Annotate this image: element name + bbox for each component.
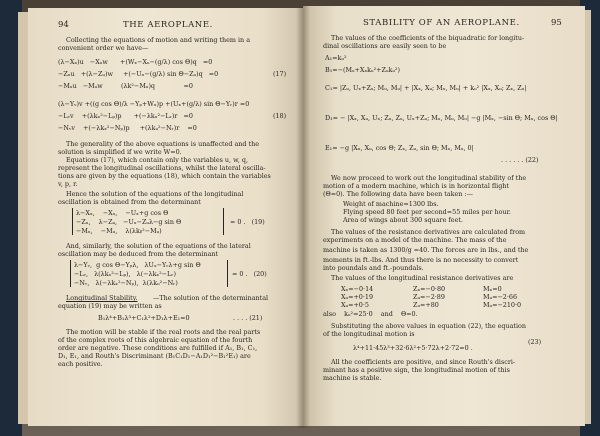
coeff-b1: B₁=−(Mᵤ+Xₓkᵤ²+Zᵤkᵤ²) bbox=[325, 66, 400, 74]
left-page bbox=[28, 8, 303, 426]
left-para4-line-1: —The solution of the determinantal bbox=[153, 294, 269, 302]
right-para2-line-3: machine is taken as 1300/g =40. The forces are in lbs., and the bbox=[323, 246, 529, 254]
right-para3-line-1: The values of the longitudinal resistance derivatives are bbox=[331, 274, 514, 282]
left-para1-line-5: tions are given by the equations (18), which contain the variables bbox=[58, 172, 271, 180]
right-para5-line-3: machine is stable. bbox=[323, 374, 382, 382]
left-running-head: THE AEROPLANE. bbox=[123, 20, 213, 30]
deriv-zw: Zᵤ=−2·89 bbox=[413, 293, 445, 301]
left-para1-line-6: v, p, r. bbox=[58, 180, 78, 188]
det20-row-2: −Lᵥ, λ(λkₓ²−Lₚ), λ(−λkₓ²−Lᵣ) bbox=[74, 270, 177, 278]
left-para1-line-2: solution is simplified if we write W=0. bbox=[58, 148, 182, 156]
right-para5-line-1: All the coefficients are positive, and since Routh's discri- bbox=[331, 358, 516, 366]
eq23-number: (23) bbox=[528, 338, 542, 346]
left-para1-line-4: represent the longitudinal oscillations, whilst the lateral oscilla- bbox=[58, 164, 266, 172]
data-speed: Flying speed 80 feet per second=55 miles per hour. bbox=[343, 208, 511, 216]
deriv-mu: Mₓ=0 bbox=[483, 285, 502, 293]
coeff-e1: E₁= −g |Xₓ, Xᵤ, cos Θ; Zₓ, Zᵤ, sin Θ; Mₓ, Mᵤ, 0| bbox=[325, 144, 474, 152]
right-para2-line-4: moments in ft.-lbs. And thus there is no necessity to convert bbox=[323, 256, 519, 264]
eq17-line-2: −Zₓu +(λ−Zᵤ)w +(−Uₓ−(g/λ) sin Θ−Zᵤ)q =0 bbox=[58, 70, 219, 78]
eq18-line-3: −Nᵥv +(−λkₓ²−Nₚ)p +(λkᵤ²−Nᵣ)r =0 bbox=[58, 124, 197, 132]
eq18-line-2: −Lᵥv +(λkₓ²−Lₚ)p +(−λkₓ²−Lᵣ)r =0 bbox=[58, 112, 193, 120]
left-intro-line-2: convenient order we have— bbox=[58, 44, 149, 52]
right-para1-line-3: (Θ=0). The following data have been taken :— bbox=[323, 190, 473, 198]
left-para5-line-1: The motion will be stable if the real roots and the real parts bbox=[66, 328, 261, 336]
det20-row-1: λ−Yᵥ, g cos Θ−Yₚλ, λUₓ−Yᵣλ+g sin Θ bbox=[74, 261, 201, 269]
deriv-mw: Mᵤ=−2·66 bbox=[483, 293, 518, 301]
right-para2-line-1: The values of the resistance derivatives are calculated from bbox=[331, 228, 526, 236]
eq21-number: . . . . (21) bbox=[233, 314, 263, 322]
eq18-number: (18) bbox=[273, 112, 287, 120]
coeff-c1: C₁= |Zᵤ, Uₓ+Zᵤ; Mᵤ, Mᵤ| + |Xₓ, Xᵤ; Mₓ, Mᵤ| + kᵤ² |Xₓ, Xᵤ; Zₓ, Zᵤ| bbox=[325, 84, 527, 92]
eq18-line-1: (λ−Yᵥ)v +((g cos Θ)/λ −Yₚ+Wₓ)p +(Uₓ+(g/λ) sin Θ−Yᵣ)r =0 bbox=[58, 100, 250, 108]
eq17-number: (17) bbox=[273, 70, 287, 78]
eq23: λ⁴+11·45λ³+32·6λ²+5·72λ+2·72=0 . bbox=[353, 344, 473, 352]
book-gutter-shadow bbox=[296, 6, 310, 428]
left-intro-line-1: Collecting the equations of motion and writing them in a bbox=[66, 36, 251, 44]
deriv-zu: Zₓ=−0·80 bbox=[413, 285, 446, 293]
eq21: B₁λ⁴+B₁λ³+C₁λ²+D₁λ+E₁=0 bbox=[98, 314, 190, 322]
right-para1-line-1: We now proceed to work out the longitudinal stability of the bbox=[331, 174, 527, 182]
left-para3-line-2: oscillation may be deduced from the determinant bbox=[58, 250, 219, 258]
deriv-xw: Xᵤ=+0·19 bbox=[341, 293, 374, 301]
also-line: also kᵤ²=25·0 and Θ=0. bbox=[323, 310, 418, 318]
left-para5-line-4: D₁, E₁, and Routh's Discriminant (B₁C₁D₁−A₁D₁²−B₁²E₁) are bbox=[58, 352, 251, 360]
deriv-xq: Xᵤ=+0·5 bbox=[341, 301, 369, 309]
left-para1-line-1: The generality of the above equations is unaffected and the bbox=[66, 140, 260, 148]
coeff-d1: D₁= − |Xₓ, Xᵤ, Uₓ; Zₓ, Zᵤ, Uₓ+Zᵤ; Mₓ, Mᵤ, Mᵤ| −g |Mₓ, −sin Θ; Mₓ, cos Θ| bbox=[325, 114, 558, 122]
deriv-zq: Zᵤ=+80 bbox=[413, 301, 439, 309]
right-intro-line-2: dinal oscillations are easily seen to be bbox=[323, 42, 447, 50]
left-para5-line-3: order are negative. These conditions are fulfilled if A₁, B₁, C₁, bbox=[58, 344, 258, 352]
right-para1-line-2: motion of a modern machine, which is in horizontal flight bbox=[323, 182, 509, 190]
data-area: Area of wings about 300 square feet. bbox=[343, 216, 463, 224]
det20-equals: = 0 . (20) bbox=[232, 270, 267, 278]
longitudinal-stability-heading: Longitudinal Stability. bbox=[66, 294, 138, 302]
right-para4-line-2: of the longitudinal motion is bbox=[323, 330, 415, 338]
right-page bbox=[303, 6, 585, 426]
det19-row-2: −Zₓ, λ−Zᵤ, −Uₓ−Zᵤλ−g sin Θ bbox=[76, 218, 182, 226]
det19-equals: = 0 . (19) bbox=[230, 218, 265, 226]
left-para1-line-3: Equations (17), which contain only the variables u, w, q, bbox=[66, 156, 248, 164]
right-para2-line-5: into poundals and ft.-poundals. bbox=[323, 264, 424, 272]
left-para5-line-2: of the complex roots of this algebraic equation of the fourth bbox=[58, 336, 253, 344]
right-running-head: STABILITY OF AN AEROPLANE. bbox=[363, 18, 520, 28]
eq17-line-3: −Mₓu −Mᵤw (λk²−Mᵤ)q =0 bbox=[58, 82, 193, 90]
det20-row-3: −Nᵥ, λ(−λkₓ²−Nₚ), λ(λkᵤ²−Nᵣ) bbox=[74, 279, 178, 287]
eq17-line-1: (λ−Xₓ)u −Xᵤw +(Wₓ−Xᵤ−(g/λ) cos Θ)q =0 bbox=[58, 58, 213, 66]
left-para5-line-5: each positive. bbox=[58, 360, 103, 368]
det19-row-3: −Mₓ, −Mᵤ, λ(λkᵦ²−Mᵤ) bbox=[76, 227, 162, 235]
left-page-number: 94 bbox=[58, 20, 69, 30]
coeff-a1: A₁=kᵤ² bbox=[325, 54, 347, 62]
right-intro-line-1: The values of the coefficients of the biquadratic for longitu- bbox=[331, 34, 525, 42]
eq22-number: . . . . . . (22) bbox=[501, 156, 539, 164]
data-weight: Weight of machine=1300 lbs. bbox=[343, 200, 439, 208]
det19-row-1: λ−Xₓ, −Xᵤ, −Uₓ+g cos Θ bbox=[76, 209, 169, 217]
left-para2-line-1: Hence the solution of the equations of the longitudinal bbox=[66, 190, 244, 198]
deriv-xu: Xₓ=−0·14 bbox=[341, 285, 374, 293]
deriv-mq: Mᵤ=−210·0 bbox=[483, 301, 522, 309]
right-page-number: 95 bbox=[551, 18, 562, 28]
left-para3-line-1: And, similarly, the solution of the equations of the lateral bbox=[66, 242, 251, 250]
left-para2-line-2: oscillation is obtained from the determinant bbox=[58, 198, 201, 206]
left-para4-line-2: equation (19) may be written as bbox=[58, 302, 162, 310]
right-para4-line-1: Substituting the above values in equation (22), the equation bbox=[331, 322, 527, 330]
right-para2-line-2: experiments on a model of the machine. The mass of the bbox=[323, 236, 507, 244]
right-para5-line-2: minant has a positive sign, the longitudinal motion of this bbox=[323, 366, 510, 374]
